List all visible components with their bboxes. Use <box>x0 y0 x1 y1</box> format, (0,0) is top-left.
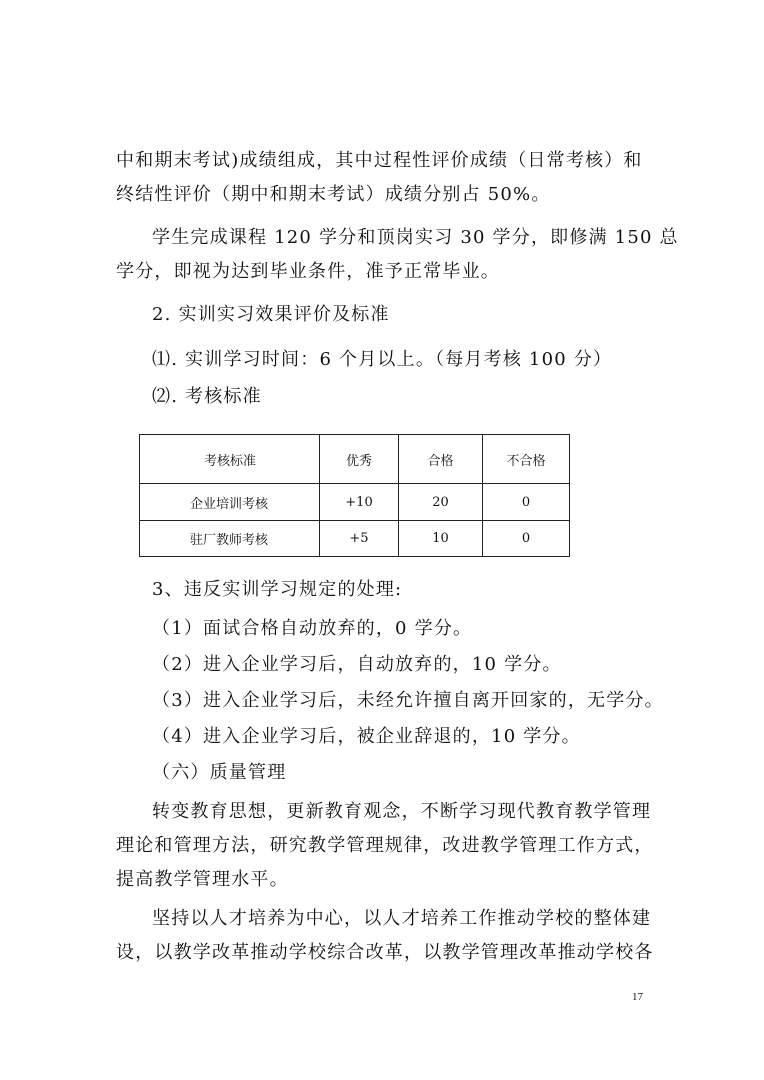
table-cell: 驻厂教师考核 <box>140 521 320 557</box>
table-row <box>140 521 570 557</box>
list-item: （2）进入企业学习后，自动放弃的，10 学分。 <box>152 654 562 675</box>
table-header-cell: 优秀 <box>320 435 399 484</box>
section-heading: （六）质量管理 <box>152 762 287 783</box>
section-heading: 3、违反实训学习规定的处理: <box>152 579 403 600</box>
paragraph-line: 学分，即视为达到毕业条件，准予正常毕业。 <box>116 261 500 282</box>
list-item: ⑴. 实训学习时间：6 个月以上。（每月考核 100 分） <box>152 349 613 370</box>
paragraph-line: 设，以教学改革推动学校综合改革，以教学管理改革推动学校各 <box>116 942 654 963</box>
paragraph-line: 终结性评价（期中和期末考试）成绩分别占 50%。 <box>116 184 551 205</box>
paragraph-line: 理论和管理方法，研究教学管理规律，改进教学管理工作方式， <box>116 835 654 856</box>
list-item: （1）面试合格自动放弃的，0 学分。 <box>152 618 473 639</box>
paragraph-line: 中和期末考试)成绩组成，其中过程性评价成绩（日常考核）和 <box>116 150 643 171</box>
table-header-cell: 考核标准 <box>140 435 320 484</box>
table-cell: +5 <box>320 521 399 557</box>
table-row <box>140 484 570 521</box>
table-cell: 0 <box>483 484 570 521</box>
table-cell: 企业培训考核 <box>140 484 320 521</box>
page-number: 17 <box>632 991 643 1003</box>
table-cell: 0 <box>483 521 570 557</box>
table-cell: +10 <box>320 484 399 521</box>
list-item: （4）进入企业学习后，被企业辞退的，10 学分。 <box>152 726 581 747</box>
table-cell: 20 <box>399 484 483 521</box>
assessment-table <box>139 434 570 557</box>
table-header-row <box>140 435 570 484</box>
paragraph-line: 转变教育思想，更新教育观念，不断学习现代教育教学管理 <box>152 801 652 822</box>
list-item: （3）进入企业学习后，未经允许擅自离开回家的，无学分。 <box>152 690 664 711</box>
paragraph-line: 学生完成课程 120 学分和顶岗实习 30 学分，即修满 150 总 <box>152 227 679 248</box>
list-item: ⑵. 考核标准 <box>152 386 262 407</box>
table-cell: 10 <box>399 521 483 557</box>
table-header-cell: 不合格 <box>483 435 570 484</box>
table-header-cell: 合格 <box>399 435 483 484</box>
paragraph-line: 坚持以人才培养为中心，以人才培养工作推动学校的整体建 <box>152 908 652 929</box>
section-heading: 2. 实训实习效果评价及标准 <box>152 304 390 325</box>
paragraph-line: 提高教学管理水平。 <box>116 869 289 890</box>
